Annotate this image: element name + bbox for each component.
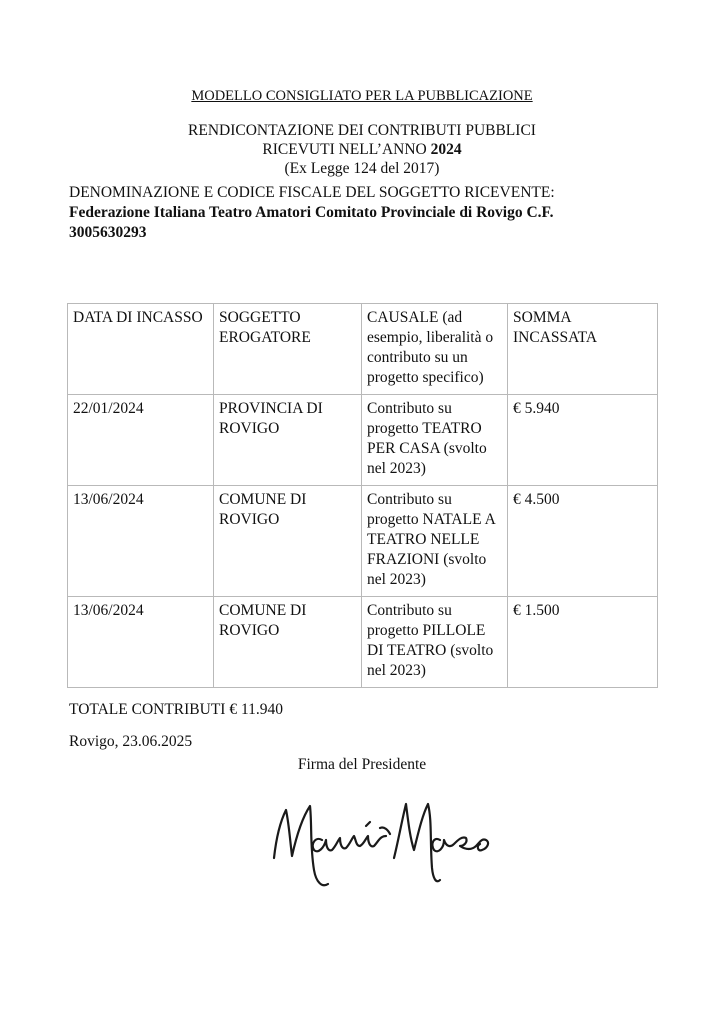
recipient-name: Federazione Italiana Teatro Amatori Comitato Provinciale di Rovigo C.F. 3005630293 bbox=[69, 204, 554, 241]
cell-reason: Contributo su progetto TEATRO PER CASA (svolto nel 2023) bbox=[362, 395, 508, 486]
report-title: RENDICONTAZIONE DEI CONTRIBUTI PUBBLICI bbox=[188, 122, 536, 139]
header-grantor: SOGGETTO EROGATORE bbox=[214, 304, 362, 395]
model-title: MODELLO CONSIGLIATO PER LA PUBBLICAZIONE bbox=[191, 88, 533, 104]
law-reference: (Ex Legge 124 del 2017) bbox=[284, 160, 440, 177]
contributions-table bbox=[67, 303, 658, 688]
cell-grantor: COMUNE DI ROVIGO bbox=[214, 486, 362, 597]
table-row bbox=[68, 597, 658, 688]
header-date: DATA DI INCASSO bbox=[68, 304, 214, 395]
table-row bbox=[68, 395, 658, 486]
cell-reason: Contributo su progetto PILLOLE DI TEATRO (svolto nel 2023) bbox=[362, 597, 508, 688]
place-date: Rovigo, 23.06.2025 bbox=[69, 733, 193, 750]
cell-amount: € 5.940 bbox=[508, 395, 658, 486]
signature-label: Firma del Presidente bbox=[297, 756, 427, 773]
signature-image bbox=[262, 780, 502, 900]
cell-amount: € 1.500 bbox=[508, 597, 658, 688]
report-subtitle bbox=[0, 140, 724, 160]
table-header-row bbox=[68, 304, 658, 395]
cell-grantor: PROVINCIA DI ROVIGO bbox=[214, 395, 362, 486]
header-reason: CAUSALE (ad esempio, liberalità o contributo su un progetto specifico) bbox=[362, 304, 508, 395]
total-contributions: TOTALE CONTRIBUTI € 11.940 bbox=[69, 701, 284, 718]
cell-date: 22/01/2024 bbox=[68, 395, 214, 486]
cell-reason: Contributo su progetto NATALE A TEATRO NELLE FRAZIONI (svolto nel 2023) bbox=[362, 486, 508, 597]
table-row bbox=[68, 486, 658, 597]
cell-amount: € 4.500 bbox=[508, 486, 658, 597]
recipient-label: DENOMINAZIONE E CODICE FISCALE DEL SOGGETTO RICEVENTE: bbox=[69, 184, 555, 201]
report-subtitle-prefix: RICEVUTI NELL’ANNO bbox=[262, 141, 431, 158]
report-year: 2024 bbox=[430, 141, 462, 158]
cell-grantor: COMUNE DI ROVIGO bbox=[214, 597, 362, 688]
cell-date: 13/06/2024 bbox=[68, 597, 214, 688]
cell-date: 13/06/2024 bbox=[68, 486, 214, 597]
header-amount: SOMMA INCASSATA bbox=[508, 304, 658, 395]
